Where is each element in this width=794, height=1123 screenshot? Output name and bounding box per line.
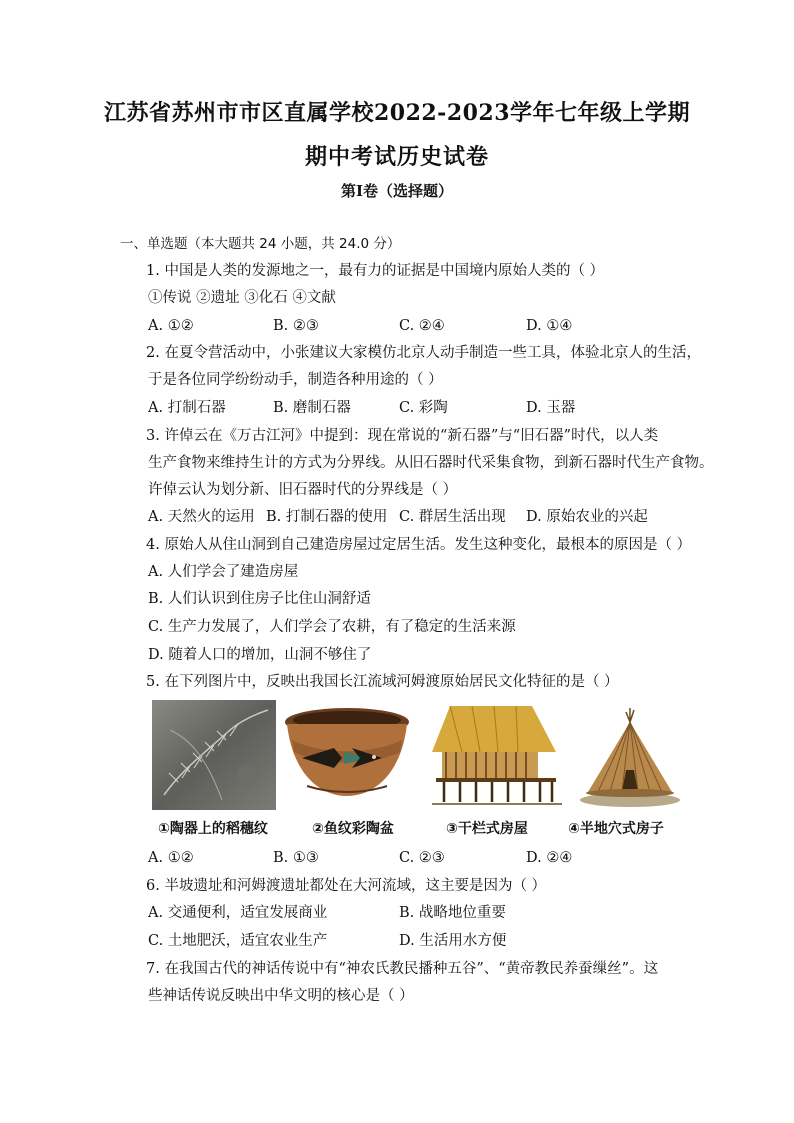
figure-1-caption: ①陶器上的稻穗纹 bbox=[158, 821, 268, 837]
page-title: 江苏省苏州市市区直属学校2022-2023学年七年级上学期 bbox=[103, 100, 691, 126]
question-1-line-2: ①传说 ②遗址 ③化石 ④文献 bbox=[148, 290, 336, 306]
question-7-line-1: 7. 在我国古代的神话传说中有“神农氏教民播种五谷”、“黄帝教民养蚕缫丝”。这 bbox=[146, 961, 659, 977]
q4-option-b[interactable]: B. 人们认识到住房子比住山洞舒适 bbox=[148, 591, 371, 607]
q2-option-a[interactable]: A. 打制石器 bbox=[148, 400, 226, 416]
figure-2-caption: ②鱼纹彩陶盆 bbox=[312, 821, 394, 837]
q2-option-b[interactable]: B. 磨制石器 bbox=[273, 400, 351, 416]
q5-option-a[interactable]: A. ①② bbox=[148, 850, 194, 866]
q4-option-c[interactable]: C. 生产力发展了，人们学会了农耕，有了稳定的生活来源 bbox=[148, 619, 516, 635]
q4-option-d[interactable]: D. 随着人口的增加，山洞不够住了 bbox=[148, 647, 372, 663]
q2-option-c[interactable]: C. 彩陶 bbox=[399, 400, 448, 416]
q6-option-a[interactable]: A. 交通便利，适宜发展商业 bbox=[148, 905, 328, 921]
q1-option-b[interactable]: B. ②③ bbox=[273, 318, 319, 334]
q5-option-b[interactable]: B. ①③ bbox=[273, 850, 319, 866]
q5-option-d[interactable]: D. ②④ bbox=[526, 850, 573, 866]
stilt-house-image bbox=[432, 700, 562, 810]
fish-pattern-basin-image bbox=[282, 700, 412, 810]
question-1-line-1: 1. 中国是人类的发源地之一，最有力的证据是中国境内原始人类的（ ） bbox=[146, 263, 605, 279]
section-subtitle: 第I卷（选择题） bbox=[340, 182, 454, 200]
q3-option-a[interactable]: A. 天然火的运用 bbox=[148, 509, 255, 525]
question-7-line-2: 些神话传说反映出中华文明的核心是（ ） bbox=[148, 988, 414, 1004]
q6-option-d[interactable]: D. 生活用水方便 bbox=[399, 933, 507, 949]
question-5-line-1: 5. 在下列图片中，反映出我国长江流域河姆渡原始居民文化特征的是（ ） bbox=[146, 674, 619, 690]
question-3-line-2: 生产食物来维持生计的方式为分界线。从旧石器时代采集食物，到新石器时代生产食物。 bbox=[148, 455, 714, 471]
question-5-figures bbox=[150, 700, 690, 820]
q6-option-c[interactable]: C. 土地肥沃，适宜农业生产 bbox=[148, 933, 328, 949]
question-2-line-1: 2. 在夏令营活动中，小张建议大家模仿北京人动手制造一些工具，体验北京人的生活， bbox=[146, 345, 701, 361]
q5-option-c[interactable]: C. ②③ bbox=[399, 850, 445, 866]
q3-option-b[interactable]: B. 打制石器的使用 bbox=[266, 509, 388, 525]
question-6-line-1: 6. 半坡遗址和河姆渡遗址都处在大河流域，这主要是因为（ ） bbox=[146, 878, 547, 894]
figure-3-caption: ③干栏式房屋 bbox=[446, 821, 528, 837]
q1-option-d[interactable]: D. ①④ bbox=[526, 318, 573, 334]
q2-option-d[interactable]: D. 玉器 bbox=[526, 400, 576, 416]
q3-option-c[interactable]: C. 群居生活出现 bbox=[399, 509, 506, 525]
rice-pattern-pottery-image bbox=[152, 700, 276, 810]
semi-subterranean-house-image bbox=[570, 700, 690, 810]
figure-4-caption: ④半地穴式房子 bbox=[568, 821, 664, 837]
q3-option-d[interactable]: D. 原始农业的兴起 bbox=[526, 509, 648, 525]
question-4-line-1: 4. 原始人从住山洞到自己建造房屋过定居生活。发生这种变化，最根本的原因是（ ） bbox=[146, 537, 692, 553]
q1-option-c[interactable]: C. ②④ bbox=[399, 318, 445, 334]
question-3-line-3: 许倬云认为划分新、旧石器时代的分界线是（ ） bbox=[148, 482, 458, 498]
question-3-line-1: 3. 许倬云在《万古江河》中提到：现在常说的“新石器”与“旧石器”时代，以人类 bbox=[146, 428, 659, 444]
q4-option-a[interactable]: A. 人们学会了建造房屋 bbox=[148, 564, 299, 580]
q1-option-a[interactable]: A. ①② bbox=[148, 318, 194, 334]
section-heading: 一、单选题（本大题共 24 小题，共 24.0 分） bbox=[120, 236, 401, 252]
question-2-line-2: 于是各位同学纷纷动手，制造各种用途的（ ） bbox=[148, 372, 443, 388]
q6-option-b[interactable]: B. 战略地位重要 bbox=[399, 905, 506, 921]
page-title-line2: 期中考试历史试卷 bbox=[304, 144, 489, 170]
